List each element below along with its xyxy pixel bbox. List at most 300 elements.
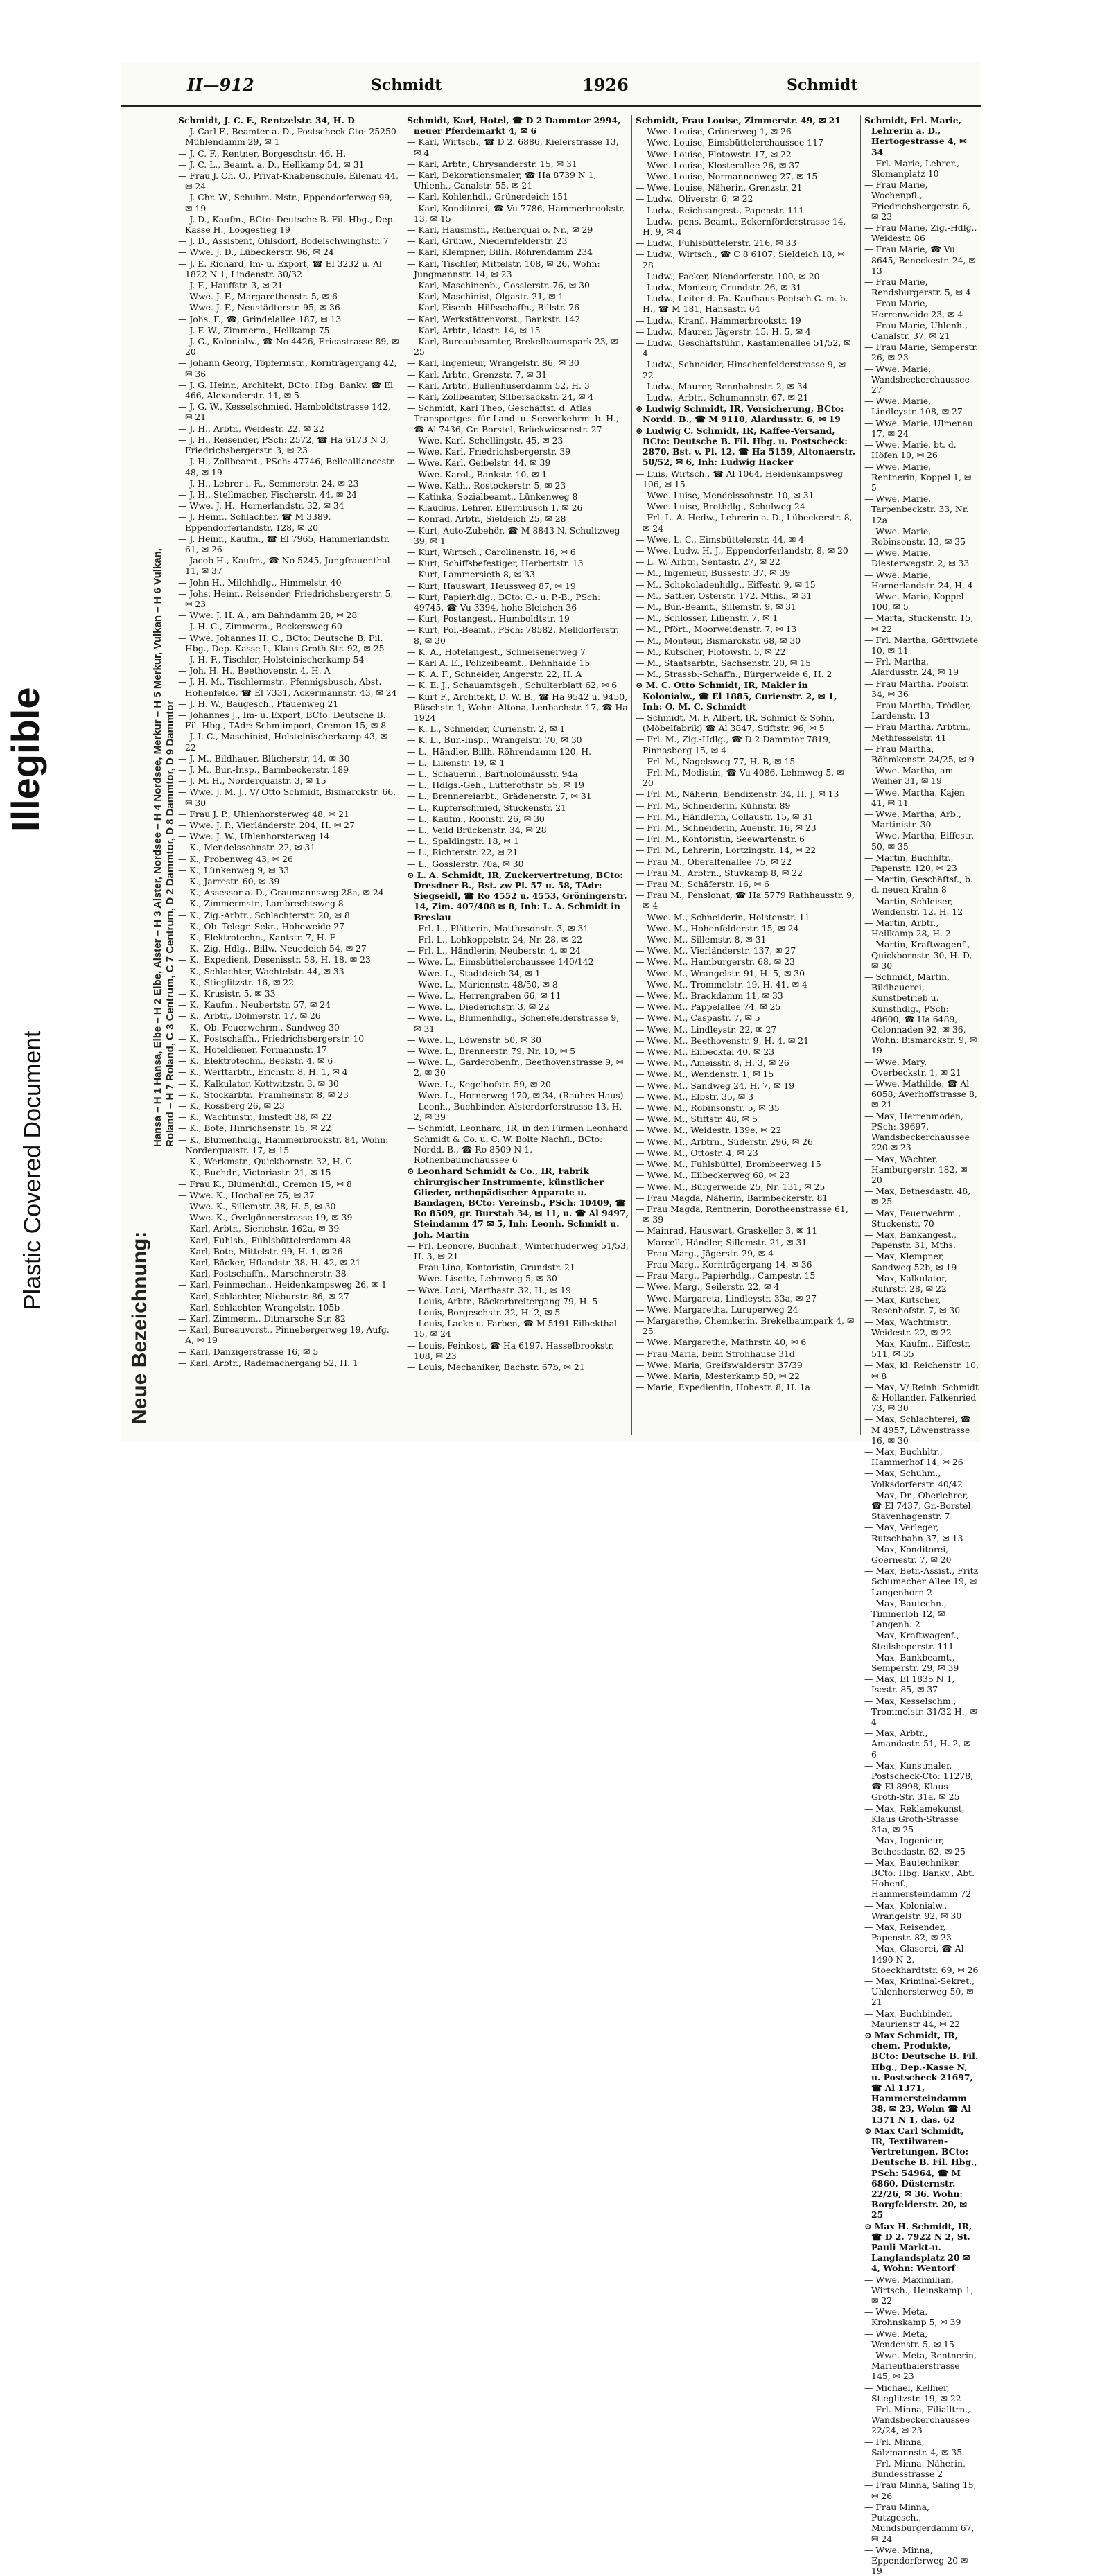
directory-entry: — Ludw., Reichsangest., Papenstr. 111 [636, 204, 804, 216]
directory-entry: — Marie, Expedientin, Hohestr. 8, H. 1a [636, 1382, 810, 1393]
directory-entry: — Wwe. J. P., Vierländerstr. 204, H. ✉ 27 [178, 820, 355, 830]
directory-entry: — Frau M., Schäferstr. 16, ✉ 6 [636, 879, 769, 890]
directory-entry: — K., Elektrotechn., Beckstr. 4, ✉ 6 [178, 1055, 333, 1067]
directory-entry: — Wwe. M., Fuhlsbüttel, Brombeerweg 15 [636, 1159, 821, 1170]
directory-entry: — J. H., Lehrer i. R., Semmerstr. 24, ✉ 23 [178, 477, 359, 489]
directory-entry: — Frau Magda, Näherin, Barmbeckerstr. 81 [636, 1192, 828, 1203]
directory-entry: — L., Gosslerstr. 70a, ✉ 30 [407, 858, 524, 869]
directory-entry: — L., Händler, Billh. Röhrendamm 120, H. [407, 746, 592, 757]
directory-entry: — M., Staatsarbtr., Sachsenstr. 20, ✉ 15 [636, 657, 811, 668]
directory-entry: ⊙ Max H. Schmidt, IR, ☎ D 2. 7922 N 2, St. Pauli Markt-u. Langlandsplatz 20 ✉ 4, Wohn: Wentorf [864, 2220, 972, 2274]
directory-entry: — Schmidt, Martin, Bildhauerei, Kunstbetrieb u. Kunsthdlg., PSch: 48600, ☎ Ha 6489, Colonnaden 92, ✉ 36, Wohn: Bismarckstr. 9, ✉ 19 [864, 972, 977, 1056]
directory-entry: — Max, Herrenmoden, PSch: 39697, Wandsbeckerchaussee 220 ✉ 23 [864, 1110, 970, 1153]
directory-entry: — Wwe. M., Wendenstr. 1, ✉ 15 [636, 1069, 774, 1080]
directory-entry: — K., Bote, Hinrichsenstr. 15, ✉ 22 [178, 1123, 331, 1134]
directory-entry: — Wwe. M., Sandweg 24, H. 7, ✉ 19 [636, 1080, 795, 1091]
directory-entry: — L., Brennereiarbt., Grädenerstr. 7, ✉ 31 [407, 791, 592, 802]
directory-entry: — Wwe. Marie, Wandsbeckerchaussee 27 [864, 363, 970, 396]
directory-entry: — Wwe. J. F., Neustädterstr. 95, ✉ 36 [178, 302, 340, 313]
directory-entry: — Frl. Martha, Alardusstr. 24, ✉ 19 [864, 656, 959, 678]
directory-entry: — Ludw., pens. Beamt., Eckernförderstrasse 14, H. 9, ✉ 4 [636, 216, 846, 238]
directory-entry: — Karl, Schlachter, Wrangelstr. 105b [178, 1302, 340, 1313]
directory-entry: — Max, kl. Reichenstr. 10, ✉ 8 [864, 1360, 979, 1381]
directory-entry: — Leonh., Buchbinder, Alsterdorferstrasse 13, H. 2, ✉ 39 [407, 1101, 622, 1123]
directory-entry: — Wwe. L., Kegelhofstr. 59, ✉ 20 [407, 1078, 551, 1089]
directory-entry: — Wwe. Johannes H. C., BCto: Deutsche B. Fil. Hbg., Dep.-Kasse L, Klaus Groth-Str. 92, ✉ 25 [178, 632, 385, 654]
directory-entry: — K., Stockarbtr., Framheinstr. 8, ✉ 23 [178, 1089, 349, 1100]
directory-entry: — J. H. C., Zimmerm., Beckersweg 60 [178, 621, 342, 632]
directory-entry: — Karl, Konditorei, ☎ Vu 7786, Hammerbrookstr. 13, ✉ 15 [407, 202, 625, 224]
directory-entry: — K., Wachtmstr., Imstedt 38, ✉ 22 [178, 1112, 332, 1123]
directory-entry: — Wwe. J. D., Lübeckerstr. 96, ✉ 24 [178, 247, 334, 258]
directory-entry: — Ludw., Geschäftsführ., Kastanienallee 51/52, ✉ 4 [636, 338, 851, 359]
directory-entry: — Max, Bautechniker, BCto: Hbg. Bankv., Abt. Hohenf., Hammersteindamm 72 [864, 1857, 975, 1900]
directory-entry: — Wwe. Marie, Robinsonstr. 13, ✉ 35 [864, 525, 966, 547]
directory-entry: — Wwe. L., Garderobenfr., Beethovenstrasse 9, ✉ 2, ✉ 30 [407, 1057, 624, 1078]
directory-entry: — Frau Maria, beim Strohhause 31d [636, 1348, 795, 1359]
directory-entry: ⊙ Leonhard Schmidt & Co., IR, Fabrik chirurgischer Instrumente, künstlicher Glieder, orthopädischer Apparate u. Bandagen, BCto: Vereinsb., PSch: 10409, ☎ Ro 8509, gr. Burstah 34, ✉ 11, u. ☎ Al 9497, Steindamm 47 ✉ 5, Inh: Leonh. Schmidt u. Joh. Martin [407, 1166, 629, 1240]
directory-entry: — Ludw., Maurer, Rennbahnstr. 2, ✉ 34 [636, 380, 808, 392]
directory-entry: — John H., Milchhdlg., Himmelstr. 40 [178, 577, 342, 588]
directory-entry: — Karl, Fuhlsb., Fuhlsbüttelerdamm 48 [178, 1234, 351, 1245]
column-2 [407, 115, 629, 1436]
directory-entry: — Karl, Bote, Mittelstr. 99, H. 1, ✉ 26 [178, 1245, 343, 1256]
directory-entry: — Karl, Werkstättenvorst., Bankstr. 142 [407, 313, 581, 324]
directory-entry: — Frl. M., Schneiderin, Auenstr. 16, ✉ 23 [636, 823, 817, 833]
directory-entry: — Michael, Kellner, Stieglitzstr. 19, ✉ 22 [864, 2382, 961, 2403]
running-head [121, 62, 981, 107]
directory-entry: — Kurt, Postangest., Humboldtstr. 19 [407, 613, 570, 624]
directory-entry: — M., Pfört., Moorweidenstr. 7, ✉ 13 [636, 624, 797, 635]
directory-entry: — Frl. M., Händlerin, Collaustr. 15, ✉ 31 [636, 811, 814, 822]
directory-entry: — M., Monteur, Bismarckstr. 68, ✉ 30 [636, 635, 801, 646]
directory-entry: — K. A., Hotelangest., Schnelsenerweg 7 [407, 646, 586, 657]
page-number: II—912 [187, 75, 254, 95]
directory-entry: — Karl, Klempner, Billh. Röhrendamm 234 [407, 247, 593, 258]
directory-entry: — Frl. M., Modistin, ☎ Vu 4086, Lehmweg 5, ✉ 20 [636, 766, 844, 789]
directory-entry: — Wwe. J. H. A., am Bahndamm 28, ✉ 28 [178, 610, 358, 621]
directory-entry: — Wwe. M., Eilbecktal 40, ✉ 23 [636, 1046, 775, 1058]
directory-entry: — Karl, Bureaubeamter, Brekelbaumspark 23, ✉ 25 [407, 336, 618, 358]
directory-entry: — Wwe. Martha, am Weiher 31, ✉ 19 [864, 765, 954, 787]
header-name-left: Schmidt [371, 76, 442, 94]
directory-entry: — Frau M., Penslonat, ☎ Ha 5779 Rathhausstr. 9, ✉ 4 [636, 890, 855, 911]
directory-entry: — Wwe. L., Herrengraben 66, ✉ 11 [407, 990, 561, 1001]
directory-entry: — Wwe. Maximilian, Wirtsch., Heinskamp 1, ✉ 22 [864, 2274, 974, 2306]
directory-entry: — J. I. C., Maschinist, Holsteinischerkamp 43, ✉ 22 [178, 731, 388, 753]
directory-entry: — Wwe. L., Blumenhdlg., Schenefelderstrasse 9, ✉ 31 [407, 1013, 620, 1034]
directory-entry: — Wwe. M., Beethovenstr. 9, H. 4, ✉ 21 [636, 1035, 809, 1046]
directory-entry: — K. E. J., Schauamtsgeh., Schulterblatt 62, ✉ 6 [407, 680, 618, 691]
directory-entry: — Wwe. Marie, Lindleystr. 108, ✉ 27 [864, 396, 963, 417]
directory-entry: — J. G. Heinr., Architekt, BCto: Hbg. Bankv. ☎ El 466, Alexanderstr. 11, ✉ 5 [178, 379, 394, 401]
directory-entry: — Frl. Minna, Näherin, Bundesstrasse 2 [864, 2458, 966, 2480]
directory-entry: — Louis, Arbtr., Bäckerbreitergang 79, H. 5 [407, 1295, 598, 1306]
directory-entry: — Marta, Stuckenstr. 15, ✉ 22 [864, 613, 974, 634]
directory-entry: — Frl. Marie, Lehrer., Slomanplatz 10 [864, 157, 960, 179]
directory-entry: — Ludw., Monteur, Grundstr. 26, ✉ 31 [636, 282, 802, 293]
directory-entry: — Frl. M., Schneiderin, Kühnstr. 89 [636, 800, 791, 811]
directory-entry: — K., Ob.-Feuerwehrm., Sandweg 30 [178, 1022, 340, 1033]
column-rule [860, 115, 861, 1435]
directory-entry: — Karl, Postschaffn., Marschnerstr. 38 [178, 1268, 347, 1279]
directory-entry: — Max, Reklamekunst, Klaus Groth-Strasse 31a, ✉ 25 [864, 1803, 965, 1835]
directory-entry: — Wwe. M., Wrangelstr. 91, H. 5, ✉ 30 [636, 967, 805, 979]
directory-entry: — Frau Marie, Semperstr. 26, ✉ 23 [864, 342, 978, 363]
directory-entry: — Wwe. L., Mariennstr. 48/50, ✉ 8 [407, 979, 558, 990]
directory-entry: — Frl. Minna, Filialltrn., Wandsbeckerchaussee 22/24, ✉ 23 [864, 2404, 971, 2436]
directory-entry: — Wwe. Marie, Rentnerin, Koppel 1, ✉ 5 [864, 461, 972, 493]
directory-entry: — J. H., Zollbeamt., PSch: 47746, Bellealliancestr. 48, ✉ 19 [178, 456, 396, 477]
directory-entry: — Wwe. Loni, Marthastr. 32, H., ✉ 19 [407, 1284, 571, 1295]
directory-entry: — Margarethe, Chemikerin, Brekelbaumpark 4, ✉ 25 [636, 1315, 855, 1337]
directory-entry: — Max, Kriminal-Sekret., Uhlenhorsterweg 50, ✉ 21 [864, 1975, 975, 2008]
directory-entry: — Ludw., Kranf., Hammerbrookstr. 19 [636, 315, 801, 326]
directory-entry: — J. D., Kaufm., BCto: Deutsche B. Fil. Hbg., Dep.-Kasse H., Loogestieg 19 [178, 213, 399, 236]
directory-entry: — Frau Marie, Zig.-Hdlg., Weidestr. 86 [864, 222, 977, 244]
directory-entry: — J. H. M., Tischlermstr., Pfennigsbusch, Abst. Hohenfelde, ☎ El 7331, Ackermannstr. 43, ✉ 24 [178, 676, 397, 698]
directory-entry: — Martin, Geschäftsf., b. d. neuen Krahn 8 [864, 874, 973, 895]
directory-entry: — Louis, Feinkost, ☎ Ha 6197, Hasselbrookstr. 108, ✉ 23 [407, 1340, 614, 1361]
directory-entry: — Karl, Maschinist, Olgastr. 21, ✉ 1 [407, 291, 564, 302]
directory-entry: — Wwe. Mary, Overbeckstr. 1, ✉ 21 [864, 1056, 961, 1078]
directory-entry: — Max, Buchbinder, Maurienstr 44, ✉ 22 [864, 2008, 961, 2029]
directory-entry: — L., Schauerm., Bartholomäusstr. 94a [407, 768, 578, 779]
side-notice [121, 111, 177, 1428]
directory-entry: — Wwe. Louise, Eimsbüttelerchaussee 117 [636, 137, 823, 148]
directory-entry: — L., Lilienstr. 19, ✉ 1 [407, 757, 505, 768]
directory-entry: — K., Werftarbtr., Erichstr. 8, H. 1, ✉ 4 [178, 1067, 348, 1078]
directory-entry: — Frl. Leonore, Buchhalt., Winterhuderweg 51/53, H. 3, ✉ 21 [407, 1240, 629, 1261]
directory-entry: — Karl, Zollbeamter, Silbersackstr. 24, ✉ 4 [407, 392, 594, 403]
directory-entry: — Max, Kaufm., Eiffestr. 511, ✉ 35 [864, 1338, 971, 1360]
directory-entry: — Wwe. M., Eilbeckerweg 68, ✉ 23 [636, 1170, 790, 1181]
side-notice-line-2: Roland – H 7 Roland, C 3 Centrum, C 7 Centrum, D 2 Dammtor, D 8 Dammtor, D 9 Dammtor [164, 700, 176, 1147]
directory-entry: — J. H., Reisender, PSch: 2572, ☎ Ha 6173 N 3, Friedrichsbergerstr. 3, ✉ 23 [178, 434, 389, 456]
directory-entry: — Katinka, Sozialbeamt., Lünkenweg 8 [407, 491, 578, 502]
directory-entry: — J. F., Hauffstr. 3, ✉ 21 [178, 280, 283, 291]
directory-entry: — Schmidt, M. F. Albert, IR, Schmidt & Sohn, (Möbelfabrik) ☎ Al 3847, Stiftstr. 96, ✉ 5 [636, 712, 835, 734]
directory-entry: — Karl, Arbtr., Rademachergang 52, H. 1 [178, 1357, 358, 1368]
directory-entry: — Wwe. Karl, Geibelstr. 44, ✉ 39 [407, 457, 551, 468]
directory-entry: — Karl, Danzigerstrasse 16, ✉ 5 [178, 1346, 319, 1357]
column-1 [178, 115, 400, 1436]
directory-entry: — M., Bur.-Beamt., Sillemstr. 9, ✉ 31 [636, 601, 797, 612]
directory-entry: — Martin, Arbtr., Hellkamp 28, H. 2 [864, 918, 951, 939]
directory-entry: — Wwe. M., Vierländerstr. 137, ✉ 27 [636, 945, 796, 956]
directory-entry: — Wwe. M., Ameisstr. 8, H. 3, ✉ 26 [636, 1058, 789, 1069]
directory-entry: — Ludw., Wirtsch., ☎ C 8 6107, Sieldeich 18, ✉ 28 [636, 249, 845, 270]
directory-entry: — Karl, Schlachter, Nieburstr. 86, ✉ 27 [178, 1290, 349, 1302]
directory-entry: — K., Mendelssohnstr. 22, ✉ 31 [178, 842, 316, 853]
directory-entry: — K., Zimmermstr., Lambrechtsweg 8 [178, 898, 344, 909]
directory-entry: — Frau Minna, Putzgesch., Mundsburgerdamm 67, ✉ 24 [864, 2501, 975, 2544]
directory-entry: ⊙ Ludwig C. Schmidt, IR, Kaffee-Versand, BCto: Deutsche B. Fil. Hbg. u. Postscheck: 2870, Bst. v. Pl. 12, ☎ Ha 5159, Altonaerstr. 50/52, ✉ 6, Inh: Ludwig Hacker [636, 425, 856, 468]
directory-entry: — J. F. W., Zimmerm., Hellkamp 75 [178, 324, 330, 335]
directory-entry: — K., Elektrotechn., Kantstr. 7, H. F [178, 932, 336, 943]
directory-entry: — Wwe. L., Brennerstr. 79, Nr. 10, ✉ 5 [407, 1046, 576, 1057]
covered-document-label: Plastic Covered Document [19, 1031, 46, 1310]
directory-entry: ⊙ M. C. Otto Schmidt, IR, Makler in Kolonialw., ☎ El 1885, Curienstr. 2, ✉ 1, Inh: O. M. C. Schmidt [636, 680, 837, 712]
directory-entry: — Kurt, Hauswart, Heussweg 87, ✉ 19 [407, 580, 576, 591]
directory-entry: — Karl A. E., Polizeibeamt., Dehnhaide 15 [407, 657, 591, 668]
directory-entry: — J. M., Bur.-Insp., Barmbeckerstr. 189 [178, 764, 349, 775]
directory-entry: — K., Kaufm., Neubertstr. 57, ✉ 24 [178, 999, 331, 1010]
directory-entry: — M., Ingenieur, Bussestr. 37, ✉ 39 [636, 568, 791, 579]
side-notice-line-1: Hansa – H 1 Hansa, Elbe – H 2 Elbe, Alster – H 3 Alster, Nordsee – H 4 Nordsee, Merkur – H 5 Merkur, Vulkan – H 6 Vulkan, [152, 548, 164, 1147]
directory-entry: — M., Kutscher, Flotowstr. 5, ✉ 22 [636, 646, 786, 657]
directory-entry: — Frl. L., Händlerin, Neuberstr. 4, ✉ 24 [407, 945, 581, 956]
directory-entry: — Wwe. M., Stiftstr. 48, ✉ 5 [636, 1114, 758, 1125]
directory-entry: — Karl, Kohlenhdl., Grünerdeich 151 [407, 191, 568, 202]
directory-entry: — Joh. H. H., Beethovenstr. 4, H. A [178, 665, 331, 676]
directory-entry: — Wwe. Mathilde, ☎ Al 6058, Averhoffstrasse 8, ✉ 21 [864, 1078, 977, 1110]
directory-entry: — Max, Kalkulator, Ruhrstr. 28, ✉ 22 [864, 1272, 948, 1294]
directory-entry: — Karl, Arbtr., Grenzstr. 7, ✉ 31 [407, 369, 548, 380]
directory-entry: — J. D., Assistent, Ohlsdorf, Bodelschwinghstr. 7 [178, 236, 389, 247]
directory-entry: — Schmidt, Karl Theo, Geschäftsf. d. Atlas Transportges. für Land- u. Seeverkehrm. b. H., ☎ Al 7436, Gr. Borstel, Brückwiesenstr. 27 [407, 403, 619, 435]
directory-entry: — M., Sattler, Osterstr. 172, Mths., ✉ 31 [636, 590, 812, 601]
directory-entry: — J. M., Bildhauer, Blücherstr. 14, ✉ 30 [178, 753, 350, 764]
directory-entry: — Wwe. Marie, Ulmenau 17, ✉ 24 [864, 417, 973, 439]
directory-entry: — Wwe. K., Hochallee 75, ✉ 37 [178, 1189, 315, 1200]
directory-entry: — Wwe. Karol., Bankstr. 10, ✉ 1 [407, 468, 548, 480]
directory-entry: — J. E. Richard, Im- u. Export, ☎ El 3232 u. Al 1822 N 1, Lindenstr. 30/32 [178, 258, 382, 279]
directory-entry: — Wwe. M., Trommelstr. 19, H. 41, ✉ 4 [636, 979, 807, 990]
directory-entry: — Frl. M., Lehrerin, Lortzingstr. 14, ✉ 22 [636, 845, 817, 856]
directory-entry: — K., Arbtr., Döhnerstr. 17, ✉ 26 [178, 1010, 321, 1022]
directory-entry: — Wwe. Karl, Friedrichsbergerstr. 39 [407, 446, 571, 457]
directory-entry: — Wwe. M., Brackdamm 11, ✉ 33 [636, 990, 783, 1001]
directory-entry: — L., Richterstr. 22, ✉ 21 [407, 847, 518, 858]
directory-entry: — Frl. L., Lohkoppelstr. 24, Nr. 28, ✉ 22 [407, 934, 582, 945]
directory-entry: — Max, Dr., Oberlehrer, ☎ El 7437, Gr.-Borstel, Stavenhagenstr. 7 [864, 1489, 974, 1522]
directory-entry: — Kurt, Wirtsch., Carolinenstr. 16, ✉ 6 [407, 546, 576, 557]
directory-entry: — Frau Marie, Uhlenh., Canalstr. 37, ✉ 21 [864, 319, 968, 342]
directory-entry: — Louis, Mechaniker, Bachstr. 67b, ✉ 21 [407, 1361, 585, 1372]
directory-entry: — J. G. W., Kesselschmied, Hamboldtstrasse 142, ✉ 21 [178, 401, 391, 423]
directory-entry: — Wwe. M., Caspastr. 7, ✉ 5 [636, 1013, 760, 1024]
directory-entry: — K., Blumenhdlg., Hammerbrookstr. 84, Wohn: Norderquaistr. 17, ✉ 15 [178, 1134, 389, 1155]
directory-entry: — Ludw., Schneider, Hinschenfelderstrasse 9, ✉ 22 [636, 359, 846, 380]
directory-entry: — K., Schlachter, Wachtelstr. 44, ✉ 33 [178, 965, 344, 976]
directory-entry: — Frau K., Blumenhdl., Cremon 15, ✉ 8 [178, 1178, 352, 1189]
directory-entry: — Johannes J., Im- u. Export, BCto: Deutsche B. Fil. Hbg., TAdr: Schmiimport, Cremon 15, ✉ 8 [178, 709, 387, 731]
directory-entry: ⊙ Ludwig Schmidt, IR, Versicherung, BCto: Nordd. B., ☎ M 9110, Alardusstr. 6, ✉ 19 [636, 403, 844, 425]
directory-entry: — Ludw., Leiter d. Fa. Kaufhaus Poetsch G. m. b. H., ☎ M 181, Hansastr. 64 [636, 293, 848, 315]
directory-entry: — K. A. F., Schneider, Angerstr. 22, H. A [407, 669, 582, 680]
directory-entry: — J. M. H., Norderquaistr. 3, ✉ 15 [178, 776, 326, 787]
directory-entry: — Max, Wächter, Hamburgerstr. 182, ✉ 20 [864, 1153, 968, 1185]
directory-entry: — Max, Bankbeamt., Semperstr. 29, ✉ 39 [864, 1651, 959, 1674]
directory-entry: — Max, Kunstmaler, Postscheck-Cto: 11278, ☎ El 8998, Klaus Groth-Str. 31a, ✉ 25 [864, 1760, 974, 1803]
directory-entry: — Max, Bautechn., Timmerloh 12, ✉ Langenh. 2 [864, 1597, 947, 1630]
directory-entry: — Wwe. Margareta, Lindleystr. 33a, ✉ 27 [636, 1293, 817, 1304]
directory-entry: — Karl, Zimmerm., Ditmarsche Str. 82 [178, 1313, 346, 1324]
directory-entry: — M., Schokoladenhdlg., Eiffestr. 9, ✉ 15 [636, 579, 816, 590]
directory-entry: — Wwe. Margaretha, Luruperweg 24 [636, 1304, 798, 1315]
directory-entry: — Wwe. J. W., Uhlenhorsterweg 14 [178, 831, 330, 842]
directory-entry: — Max, Wachtmstr., Weidestr. 22, ✉ 22 [864, 1316, 952, 1338]
directory-entry: — Frau Martha, Arbtrn., Methfesselstr. 41 [864, 721, 971, 743]
directory-entry: — Karl, Grünw., Niedernfelderstr. 23 [407, 236, 568, 247]
directory-entry: — Max, Klempner, Sandweg 52b, ✉ 19 [864, 1251, 957, 1272]
directory-entry: — Wwe. L., Hornerweg 170, ✉ 34, (Rauhes Haus) [407, 1089, 624, 1101]
directory-entry: — Frl. Martha, Görttwiete 10, ✉ 11 [864, 634, 979, 656]
directory-entry: — Max, Verleger, Rutschbahn 37, ✉ 13 [864, 1522, 963, 1543]
directory-entry: — Wwe. M., Sillemstr. 8, ✉ 31 [636, 934, 767, 945]
directory-entry: — Ludw., Packer, Niendorferstr. 100, ✉ 20 [636, 270, 820, 281]
directory-entry: — Karl, Arbtr., Idastr. 14, ✉ 15 [407, 324, 541, 335]
directory-entry: — Frl. M., Nagelsweg 77, H. B, ✉ 15 [636, 755, 796, 766]
directory-entry: — Karl, Feinmechan., Heidenkampsweg 26, ✉ 1 [178, 1279, 387, 1290]
directory-entry: Schmidt, Frl. Marie, Lehrerin a. D., Hertogestrasse 4, ✉ 34 [864, 115, 967, 157]
directory-entry: — Wwe. Minna, Eppendorferweg 20 ✉ 19 [864, 2544, 968, 2576]
directory-entry: — Wwe. J. F., Margarethenstr. 5, ✉ 6 [178, 291, 338, 302]
directory-entry: — Wwe. Martha, Arb., Martinistr. 30 [864, 809, 961, 830]
directory-entry: — Frau Lina, Kontoristin, Grundstr. 21 [407, 1262, 575, 1273]
directory-entry: — Max, Glaserei, ☎ Al 1490 N 2, Stoeckhardtstr. 69, ✉ 26 [864, 1943, 979, 1975]
directory-entry: — K., Jarrestr. 60, ✉ 39 [178, 876, 280, 887]
directory-entry: — Frau Magda, Rentnerin, Dorotheenstrasse 61, ✉ 39 [636, 1203, 848, 1225]
directory-entry: — Frau Marg., Jägerstr. 29, ✉ 4 [636, 1247, 774, 1259]
directory-entry: — Karl, Maschinenb., Gosslerstr. 76, ✉ 30 [407, 280, 590, 291]
directory-entry: — Wwe. Luise, Brothdlg., Schulweg 24 [636, 501, 805, 512]
directory-entry: — Frau Marie, Rendsburgerstr. 5, ✉ 4 [864, 277, 971, 298]
directory-entry: — Frau Marie, Wochenpfl., Friedrichsbergerstr. 6, ✉ 23 [864, 179, 970, 222]
directory-entry: — K., Zig.-Hdlg., Billw. Neuedeich 54, ✉ 27 [178, 943, 367, 954]
directory-entry: — Max, Kolonialw., Wrangelstr. 92, ✉ 30 [864, 1900, 962, 1921]
directory-entry: — K., Assessor a. D., Graumannsweg 28a, ✉ 24 [178, 887, 384, 898]
directory-entry: — Wwe. L., Eimsbüttelerchaussee 140/142 [407, 956, 594, 967]
directory-entry: — Kurt, Lammersieth 8, ✉ 33 [407, 569, 535, 580]
directory-entry: — J. Carl F., Beamter a. D., Postscheck-Cto: 25250 Mühlendamm 29, ✉ 1 [178, 126, 396, 148]
directory-entry: — K., Probenweg 43, ✉ 26 [178, 853, 293, 864]
directory-entry: — Wwe. Marie, Tarpenbeckstr. 33, Nr. 12a [864, 493, 969, 525]
directory-entry: — Frau Marg., Kornträgergang 14, ✉ 36 [636, 1259, 812, 1270]
overlay-labels [0, 0, 62, 1509]
directory-entry: — Max, Betnesdastr. 48, ✉ 25 [864, 1186, 971, 1207]
directory-entry: — Karl, Hausmstr., Reiherquai o. Nr., ✉ 29 [407, 225, 593, 236]
directory-entry: — Wwe. Kath., Rostockerstr. 5, ✉ 23 [407, 480, 566, 491]
directory-entry: — Johs. Heinr., Reisender, Friedrichsbergerstr. 5, ✉ 23 [178, 588, 394, 609]
directory-entry: — J. C. F., Rentner, Borgeschstr. 46, H. [178, 148, 347, 159]
directory-entry: — Wwe. M., Schneiderin, Holstenstr. 11 [636, 911, 810, 922]
directory-entry: — Louis, Borgeschstr. 32, H. 2, ✉ 5 [407, 1306, 561, 1317]
illegible-label: Illegible [3, 687, 47, 832]
directory-entry: — Wwe. Louise, Klosterallee 26, ✉ 37 [636, 159, 801, 170]
directory-entry: — Wwe. M., Pappelallee 74, ✉ 25 [636, 1001, 781, 1013]
directory-entry: — Frau Martha, Böhmkenstr. 24/25, ✉ 9 [864, 743, 975, 764]
directory-entry: — K., Werkmstr., Quickbornstr. 32, H. C [178, 1156, 352, 1167]
directory-entry: — L., Kupferschmied, Stuckenstr. 21 [407, 802, 566, 813]
directory-entry: — Wwe. Marg., Seilerstr. 22, ✉ 4 [636, 1281, 780, 1293]
directory-entry: — Max, Betr.-Assist., Fritz Schumacher Allee 19, ✉ Langenhorn 2 [864, 1566, 979, 1597]
directory-entry: — Wwe. M., Hamburgerstr. 68, ✉ 23 [636, 956, 795, 967]
directory-entry: — K., Buchdr., Victoriastr. 21, ✉ 15 [178, 1167, 331, 1178]
directory-entry: — Frau M., Oberaltenallee 75, ✉ 22 [636, 856, 792, 867]
directory-entry: — Karl, Bureauvorst., Pinnebergerweg 19, Aufg. A, ✉ 19 [178, 1324, 390, 1346]
directory-entry: — Wwe. M., Arbtrn., Süderstr. 296, ✉ 26 [636, 1136, 813, 1147]
directory-entry: Schmidt, Frau Louise, Zimmerstr. 49, ✉ 21 [636, 115, 841, 125]
directory-entry: — J. H., Arbtr., Weidestr. 22, ✉ 22 [178, 423, 324, 434]
directory-entry: ⊙ Max Schmidt, IR, chem. Produkte, BCto: Deutsche B. Fil. Hbg., Dep.-Kasse N, u. Postscheck 21697, ☎ Al 1371, Hammersteindamm 38, ✉ 23, Wohn ☎ Al 1371 N 1, das. 62 [864, 2029, 979, 2125]
directory-entry: — Max, Kraftwagenf., Steilshoperstr. 111 [864, 1630, 959, 1651]
directory-entry: — Frau Marg., Papierhdlg., Campestr. 15 [636, 1270, 816, 1281]
directory-entry: — Wwe. Louise, Grünerweg 1, ✉ 26 [636, 126, 792, 137]
directory-entry: — K., Expedient, Desenisstr. 58, H. 18, ✉ 23 [178, 954, 371, 965]
directory-entry: — Max, Bankangest., Papenstr. 31, Mths. [864, 1229, 957, 1251]
directory-entry: — Frau Martha, Poolstr. 34, ✉ 36 [864, 678, 969, 699]
directory-entry: — L., Hdlgs.-Geh., Lutterothstr. 55, ✉ 19 [407, 780, 584, 791]
directory-entry: — Johs. F., ☎, Grindelallee 187, ✉ 13 [178, 313, 342, 324]
directory-entry: — K., Rossberg 26, ✉ 23 [178, 1101, 285, 1112]
directory-entry: — K. L., Bur.-Insp., Wrangelstr. 70, ✉ 30 [407, 735, 582, 746]
directory-entry: — Karl, Dekorationsmaler, ☎ Ha 8739 N 1, Uhlenh., Canalstr. 55, ✉ 21 [407, 170, 597, 191]
directory-entry: — Karl, Eisenb.-Hilfsschaffn., Billstr. 76 [407, 302, 579, 313]
directory-entry: — Ludw., Maurer, Jägerstr. 15, H. 5, ✉ 4 [636, 326, 811, 337]
directory-entry: — J. Chr. W., Schuhm.-Mstr., Eppendorferweg 99, ✉ 19 [178, 192, 393, 213]
directory-entry: — Marcell, Händler, Sillemstr. 21, ✉ 31 [636, 1236, 807, 1247]
directory-entry: — J. Heinr., Schlachter, ☎ M 3389, Eppendorferlandstr. 128, ✉ 20 [178, 511, 331, 533]
directory-entry: — Wwe. M., Ottostr. 4, ✉ 23 [636, 1147, 758, 1158]
directory-entry: — Wwe. Ludw. H. J., Eppendorferlandstr. 8, ✉ 20 [636, 545, 848, 556]
directory-entry: — K., Zig.-Arbtr., Schlachterstr. 20, ✉ 8 [178, 909, 350, 920]
directory-entry: — Wwe. Louise, Näherin, Grenzstr. 21 [636, 182, 803, 193]
directory-entry: — K., Postschaffn., Friedrichsbergerstr. 10 [178, 1033, 365, 1044]
directory-entry: — Wwe. Marie, bt. d. Höfen 10, ✉ 26 [864, 439, 957, 461]
directory-entry: — Mainrad, Hauswart, Graskeller 3, ✉ 11 [636, 1225, 818, 1236]
directory-entry: — Wwe. Maria, Mesterkamp 50, ✉ 22 [636, 1370, 800, 1381]
directory-entry: — J. G., Kolonialw., ☎ No 4426, Ericastrasse 89, ✉ 20 [178, 336, 399, 358]
directory-entry: — Wwe. Marie, Hornerlandstr. 24, H. 4 [864, 569, 973, 590]
directory-entry: — Wwe. Marie, Diesterwegstr. 2, ✉ 33 [864, 547, 970, 569]
directory-entry: — Frau Minna, Saling 15, ✉ 26 [864, 2480, 977, 2501]
directory-entry: — Wwe. Louise, Flotowstr. 17, ✉ 22 [636, 148, 792, 159]
directory-entry: — Louis, Lacke u. Farben, ☎ M 5191 Eilbekthal 15, ✉ 24 [407, 1318, 618, 1340]
directory-entry: — Kurt F., Architekt, D. W. B., ☎ Ha 9542 u. 9450, Büschstr. 1, Wohn: Altona, Lenbachstr. 17, ☎ Ha 1924 [407, 691, 628, 723]
directory-entry: — Frau J. P., Uhlenhorsterweg 48, ✉ 21 [178, 808, 349, 819]
directory-entry: — Kurt, Auto-Zubehör, ☎ M 8843 N, Schultzweg 39, ✉ 1 [407, 525, 620, 546]
directory-entry: — Karl, Arbtr., Sierichstr. 162a, ✉ 39 [178, 1223, 340, 1234]
directory-entry: — Wwe. Luise, Mendelssohnstr. 10, ✉ 31 [636, 489, 814, 500]
directory-entry: — Karl, Arbtr., Bullenhuserdamm 52, H. 3 [407, 380, 590, 391]
directory-entry: — Wwe. Karl, Schellingstr. 45, ✉ 23 [407, 435, 564, 446]
directory-entry: — K., Ob.-Telegr.-Sekr., Hoheweide 27 [178, 920, 344, 931]
directory-entry: — Max, Schuhm., Volksdorferstr. 40/42 [864, 1468, 963, 1489]
directory-entry: — Wwe. L. C., Eimsbüttelerstr. 44, ✉ 4 [636, 534, 805, 545]
directory-entry: ⊙ L. A. Schmidt, IR, Zuckervertretung, BCto: Dresdner B., Bst. zw Pl. 57 u. 58, TAdr: Siegseidl, ☎ Ro 4552 u. 4553, Gröningerstr. 14, Zim. 407/408 ✉ 8, Inh: L. A. Schmidt in Breslau [407, 869, 627, 922]
directory-entry: — Karl, Ingenieur, Wrangelstr. 86, ✉ 30 [407, 358, 579, 369]
directory-entry: — Ludw., Arbtr., Schumannstr. 67, ✉ 21 [636, 392, 809, 403]
directory-entry: — Wwe. L., Stadtdeich 34, ✉ 1 [407, 967, 541, 979]
directory-entry: — J. C. L., Beamt. a. D., Hellkamp 54, ✉ 31 [178, 159, 365, 170]
directory-entry: — Klaudius, Lehrer, Ellernbusch 1, ✉ 26 [407, 502, 583, 514]
directory-entry: — Wwe. M., Lindleystr. 22, ✉ 27 [636, 1024, 777, 1035]
directory-entry: — Kurt, Schiffsbefestiger, Herbertstr. 13 [407, 558, 584, 569]
directory-entry: — Martin, Schleiser, Wendenstr. 12, H. 12 [864, 895, 963, 917]
directory-entry: — Wwe. J. M. J., V/ Otto Schmidt, Bismarckstr. 66, ✉ 30 [178, 787, 396, 808]
column-3 [636, 115, 857, 1436]
directory-entry: — K., Stieglitzstr. 16, ✉ 22 [178, 976, 295, 988]
directory-entry: — Wwe. K., Övelgönnerstrasse 19, ✉ 39 [178, 1212, 353, 1223]
directory-entry: Schmidt, J. C. F., Rentzelstr. 34, H. D [178, 115, 355, 125]
directory-entry: — Frau Marie, Herrenweide 23, ✉ 4 [864, 298, 963, 319]
directory-entry: — Wwe. Marie, Koppel 100, ✉ 5 [864, 590, 964, 613]
directory-entry: — Frl. L., Plätterin, Matthesonstr. 3, ✉ 31 [407, 922, 589, 934]
column-4 [864, 115, 979, 2576]
directory-entry: Schmidt, Karl, Hotel, ☎ D 2 Dammtor 2994, neuer Pferdemarkt 4, ✉ 6 [407, 115, 621, 137]
